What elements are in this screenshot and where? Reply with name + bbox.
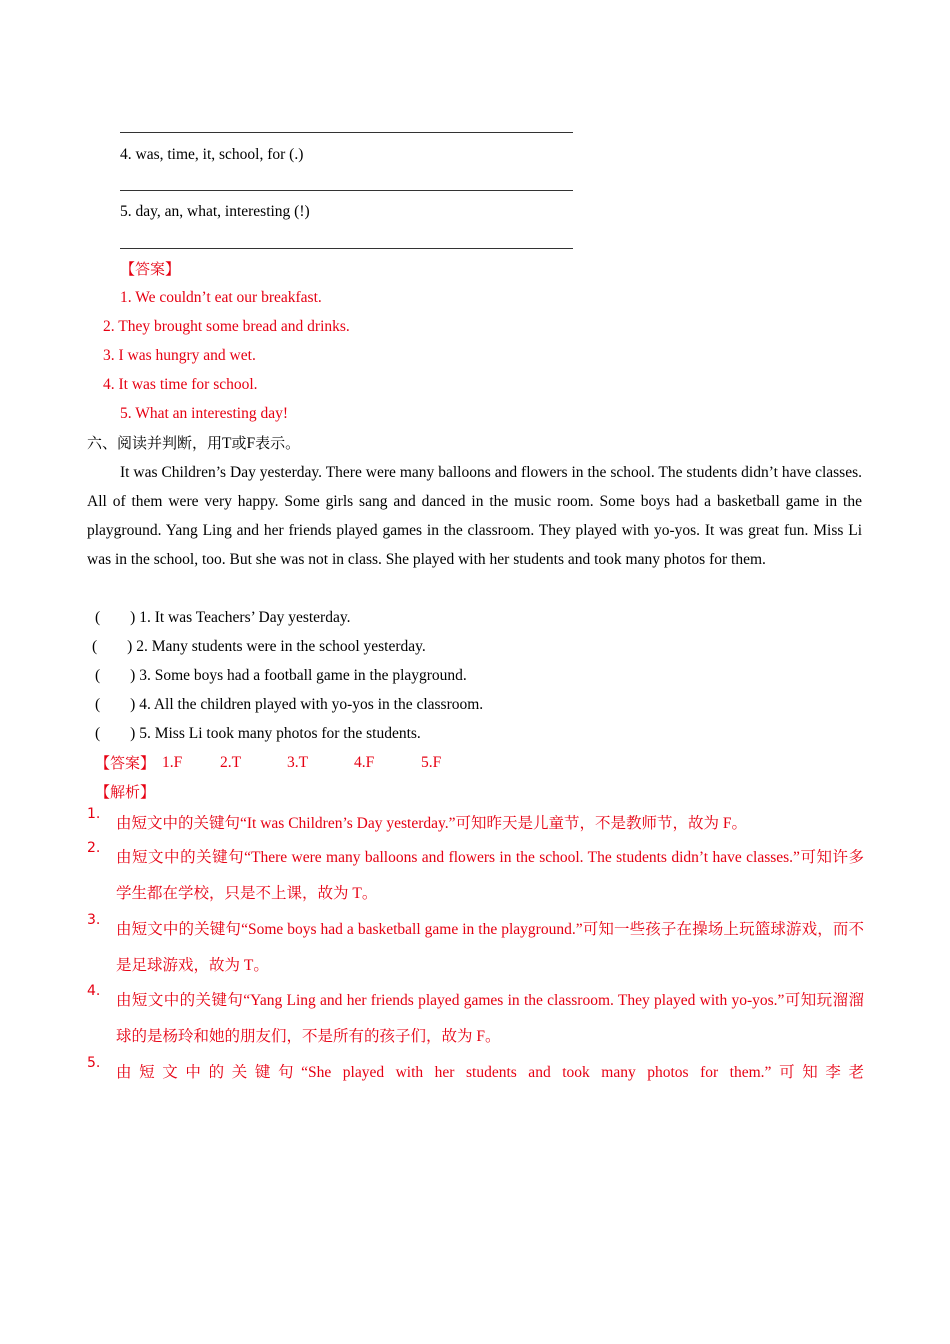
bracket-open: ( (95, 667, 101, 684)
answer-line-3: 3. I was hungry and wet. (103, 347, 256, 364)
question-text: 2. Many students were in the school yesterday. (136, 638, 426, 655)
section-title-or: 或 (231, 434, 247, 452)
analysis-item-3 (87, 912, 864, 984)
answer-blank-line-4[interactable] (120, 190, 573, 191)
question-text: 4. All the children played with yo-yos in the classroom. (139, 696, 484, 713)
judge-question-1[interactable] (95, 608, 350, 628)
answer-line-5: 5. What an interesting day! (120, 405, 289, 422)
answer-line-1: 1. We couldn’t eat our breakfast. (120, 289, 322, 306)
analysis-text: 由短文中的关键句“She played with her students and took many photos for them.”可知李老 (116, 1064, 864, 1081)
reading-passage (87, 458, 862, 574)
analysis-label: 【解析】 (95, 783, 156, 801)
reading-passage-text: It was Children’s Day yesterday. There were many balloons and flowers in the school. The students didn’t have classes. All of them were very happy. Some girls sang and danced in the music room. Some boys had a basketball game in the playground. Yang Ling and her friends played games in the classroom. They played with yo-yos. It was great fun. Miss Li was in the school, too. But she was not in class. She played with her students and took many photos for them. (87, 464, 862, 568)
analysis-item-4 (87, 983, 864, 1055)
analysis-number: 3. (87, 912, 101, 928)
analysis-text: 由短文中的关键句“Some boys had a basketball game in the playground.”可知一些孩子在操场上玩篮球游戏，而不是足球游戏，故为 T。 (116, 921, 864, 974)
judge-answer-3: 3.T (287, 754, 309, 771)
analysis-text: 由短文中的关键句“It was Children’s Day yesterday.”可知昨天是儿童节，不是教师节，故为 F。 (116, 815, 747, 832)
section-title-prefix: 六、阅读并判断，用 (87, 434, 223, 452)
analysis-number: 2. (87, 840, 101, 856)
bracket-open: ( (95, 609, 101, 626)
bracket-open: ( (95, 696, 101, 713)
bracket-open: ( (92, 638, 98, 655)
answer-line-2: 2. They brought some bread and drinks. (103, 318, 350, 335)
analysis-number: 5. (87, 1055, 101, 1071)
answer-blank-line-3[interactable] (120, 132, 573, 133)
analysis-number: 4. (87, 983, 101, 999)
answer-blank-line-5[interactable] (120, 248, 573, 249)
judge-answer-5: 5.F (421, 754, 442, 771)
answer-label: 【答案】 (120, 260, 181, 278)
bracket-close: ) (127, 638, 133, 655)
judge-question-5[interactable] (95, 724, 421, 744)
analysis-item-2 (87, 840, 864, 912)
analysis-item-1 (87, 806, 864, 842)
section-title-t: T (222, 435, 232, 452)
analysis-text: 由短文中的关键句“There were many balloons and flowers in the school. The students didn’t have classes.”可知许多学生都在学校，只是不上课，故为 T。 (116, 849, 864, 902)
question-item-5: 5. day, an, what, interesting (!) (120, 203, 310, 220)
bracket-close: ) (130, 725, 136, 742)
section-title-f: F (246, 435, 256, 452)
judge-question-3[interactable] (95, 666, 467, 686)
section-title-suffix: 表示。 (255, 434, 301, 452)
answer-line-4: 4. It was time for school. (103, 376, 258, 393)
judge-answer-1: 1.F (162, 754, 183, 771)
analysis-number: 1. (87, 806, 101, 822)
bracket-close: ) (130, 667, 136, 684)
judge-question-4[interactable] (95, 695, 483, 715)
question-item-4: 4. was, time, it, school, for (.) (120, 146, 304, 163)
bracket-close: ) (130, 609, 136, 626)
judge-answer-4: 4.F (354, 754, 375, 771)
question-text: 1. It was Teachers’ Day yesterday. (139, 609, 351, 626)
bracket-open: ( (95, 725, 101, 742)
analysis-item-5 (87, 1055, 864, 1091)
judge-answers (95, 753, 155, 774)
analysis-text: 由短文中的关键句“Yang Ling and her friends played games in the classroom. They played with yo-yos.”可知玩溜溜球的是杨玲和她的朋友们，不是所有的孩子们，故为 F。 (116, 992, 864, 1045)
judge-answer-label: 【答案】 (95, 754, 156, 772)
judge-answer-2: 2.T (220, 754, 242, 771)
question-text: 5. Miss Li took many photos for the students. (139, 725, 421, 742)
question-text: 3. Some boys had a football game in the playground. (139, 667, 467, 684)
judge-question-2[interactable] (92, 637, 426, 657)
bracket-close: ) (130, 696, 136, 713)
section-title (87, 433, 300, 454)
